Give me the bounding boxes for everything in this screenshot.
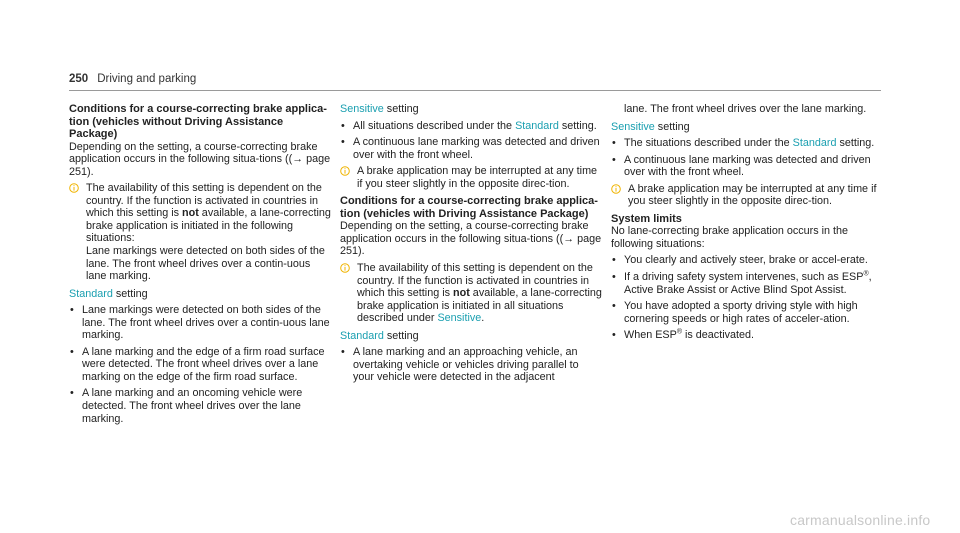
sensitive-setting-label: Sensitive setting xyxy=(611,120,690,133)
section-title: Driving and parking xyxy=(97,73,197,85)
list-item: • You clearly and actively steer, brake or accel-erate. xyxy=(612,254,868,267)
standard-setting-label: Standard setting xyxy=(69,287,148,300)
list-item: • If a driving safety system intervenes, such as ESP®, Active Brake Assist or Active Blind Spot Assist. xyxy=(612,270,872,296)
header-rule xyxy=(69,90,881,91)
list-item: • A lane marking and an oncoming vehicle were detected. The front wheel drives over the lane marking. xyxy=(70,387,303,425)
page-header xyxy=(69,73,196,85)
list-item: • A continuous lane marking was detected and driven over with the front wheel. xyxy=(612,153,871,179)
intro-paragraph: Depending on the setting, a course-correcting brake application occurs in the following situa-tions ((→ page 251). xyxy=(69,140,331,178)
sensitive-setting-label: Sensitive setting xyxy=(340,103,419,115)
page-ref-link[interactable]: page 251 xyxy=(69,153,331,178)
sensitive-link[interactable]: Sensitive xyxy=(611,120,655,133)
arrow-ref: (→ xyxy=(288,153,307,166)
info-icon xyxy=(340,263,350,273)
list-item: • The situations described under the Standard setting. xyxy=(612,137,875,150)
note: A brake application may be interrupted at any time if you steer slightly in the opposite direc-tion. xyxy=(340,165,602,190)
standard-link[interactable]: Standard xyxy=(69,287,113,300)
list-item: • A lane marking and the edge of a firm road surface were detected. The front wheel drives over a lane marking on the edge of the firm road surface. xyxy=(70,345,325,383)
standard-link[interactable]: Standard xyxy=(340,329,384,342)
watermark-logo: carmanualsonline.info xyxy=(790,512,931,528)
sensitive-link[interactable]: Sensitive xyxy=(340,103,384,115)
page-number: 250 xyxy=(69,73,89,85)
heading-system-limits: System limits xyxy=(611,212,682,225)
column-1 xyxy=(69,103,331,425)
info-icon xyxy=(340,166,350,176)
note: The availability of this setting is dependent on the country. If the function is activated in countries in which this setting is not available, a lane-correcting brake application is initiated in the following situations: Lane markings were detected on both sides of the lane. The front wheel drives over a contin-uous lane marking. xyxy=(69,182,331,282)
list-item: • When ESP® is deactivated. xyxy=(612,328,755,342)
arrow-ref: (→ xyxy=(559,232,578,245)
list-item: • A lane marking and an approaching vehicle, an overtaking vehicle or vehicles driving parallel to your vehicle were detected in the adjacent xyxy=(341,346,579,384)
heading-without-package: Conditions for a course-correcting brake applica-tion (vehicles without Driving Assistance Package) xyxy=(69,103,327,141)
intro-paragraph: No lane-correcting brake application occurs in the following situations: xyxy=(611,225,849,250)
continued-text: lane. The front wheel drives over the lane marking. xyxy=(624,103,867,115)
info-icon xyxy=(611,184,621,194)
info-icon xyxy=(69,183,79,193)
list-item: • All situations described under the Standard setting. xyxy=(341,119,597,132)
intro-paragraph: Depending on the setting, a course-correcting brake application occurs in the following situa-tions ((→ page 251). xyxy=(340,220,602,258)
column-2 xyxy=(340,103,602,384)
standard-link[interactable]: Standard xyxy=(515,119,559,132)
heading-with-package: Conditions for a course-correcting brake applica-tion (vehicles with Driving Assistance Package) xyxy=(340,195,598,220)
note: A brake application may be interrupted at any time if you steer slightly in the opposite direc-tion. xyxy=(611,183,881,208)
sensitive-link[interactable]: Sensitive xyxy=(437,312,482,325)
column-3 xyxy=(611,103,881,342)
note-detail: Lane markings were detected on both sides of the lane. The front wheel drives over a contin-uous lane marking. xyxy=(86,245,325,283)
note: The availability of this setting is dependent on the country. If the function is activated in countries in which this setting is not available, a lane-correcting brake application is initiated in all situations described under Sensitive. xyxy=(340,262,602,325)
page-ref-link[interactable]: page 251 xyxy=(340,232,602,258)
list-item: • You have adopted a sporty driving style with high cornering speeds or high rates of acceler-ation. xyxy=(612,300,858,325)
standard-link[interactable]: Standard xyxy=(792,137,837,150)
list-item: • Lane markings were detected on both sides of the lane. The front wheel drives over a contin-uous lane marking. xyxy=(70,304,330,342)
standard-setting-label: Standard setting xyxy=(340,329,419,342)
list-item: • A continuous lane marking was detected and driven over with the front wheel. xyxy=(341,136,600,161)
